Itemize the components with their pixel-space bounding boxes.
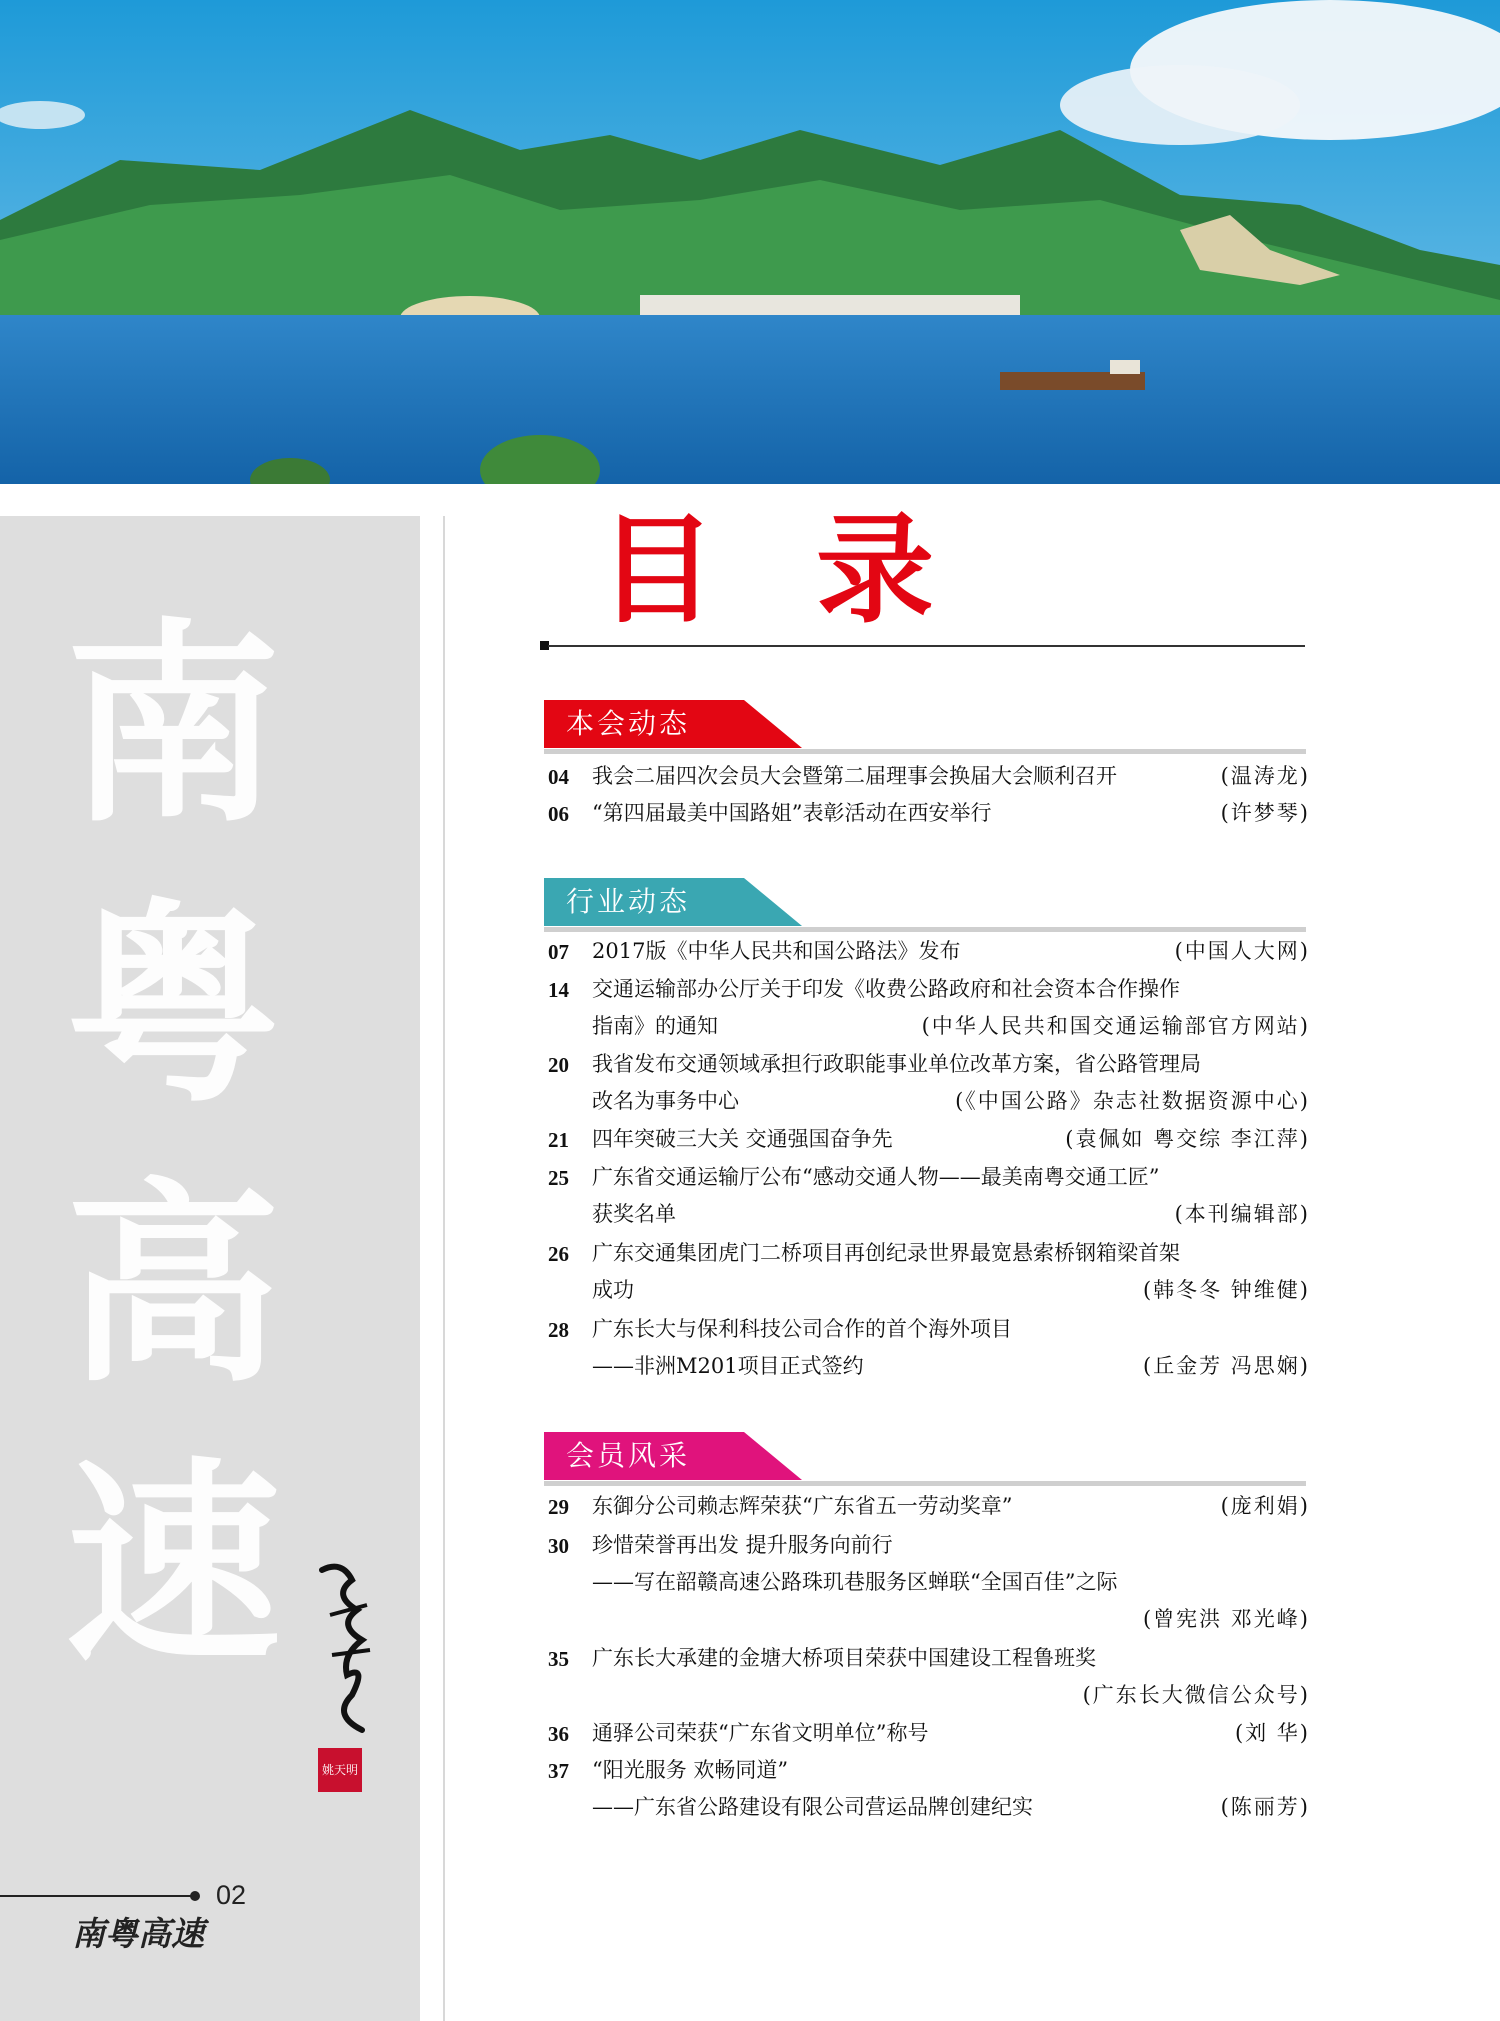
entry-page-number: 36: [548, 1722, 569, 1746]
entry-author: (丘金芳 冯思娴): [1142, 1354, 1310, 1378]
section-title: 会员风采: [566, 1439, 691, 1472]
section-rule: [544, 749, 1306, 754]
entry-title-line: 交通运输部办公厅关于印发《收费公路政府和社会资本合作操作: [592, 977, 1180, 1001]
entry-title-line: 广东长大与保利科技公司合作的首个海外项目: [592, 1317, 1012, 1341]
entry-author: (温涛龙): [1220, 764, 1310, 788]
calligraphy-char-1: 南: [65, 598, 281, 851]
entry-title-line: 东御分公司赖志辉荣获“广东省五一劳动奖章”: [592, 1494, 1013, 1518]
calligraphy-char-4: 速: [65, 1438, 281, 1691]
section-header: [544, 878, 1306, 938]
entry-page-number: 25: [548, 1166, 569, 1190]
footer-logo: 南粤高速: [72, 1914, 204, 1953]
seal-stamp: [318, 1748, 362, 1792]
toc-title: 目录: [598, 501, 1035, 639]
entry-title-line: 广东省交通运输厅公布“感动交通人物——最美南粤交通工匠”: [592, 1165, 1160, 1189]
section-tab: [544, 878, 802, 926]
signature: [312, 1555, 382, 1740]
entry-page-number: 35: [548, 1647, 569, 1671]
calligraphy-char-2: 粤: [65, 878, 281, 1131]
section-tab: [544, 1432, 802, 1480]
entry-title-line: 珍惜荣誉再出发 提升服务向前行: [592, 1533, 893, 1557]
title-rule: [548, 645, 1305, 647]
seal-text: 姚天明: [321, 1763, 358, 1777]
entry-title-line: 广东长大承建的金塘大桥项目荣获中国建设工程鲁班奖: [592, 1646, 1096, 1670]
entry-page-number: 21: [548, 1128, 569, 1152]
entry-page-number: 07: [548, 940, 569, 964]
entry-title-line: 成功: [592, 1278, 634, 1302]
entry-author: (广东长大微信公众号): [1082, 1683, 1310, 1707]
entry-title-line: 指南》的通知: [592, 1014, 718, 1038]
section-title: 行业动态: [566, 885, 691, 918]
entry-title-line: 广东交通集团虎门二桥项目再创纪录世界最宽悬索桥钢箱梁首架: [592, 1241, 1180, 1265]
section-tab: [544, 700, 802, 748]
section-rule: [544, 1481, 1306, 1486]
entry-title-line: 改名为事务中心: [592, 1089, 739, 1113]
entry-author: (陈丽芳): [1220, 1795, 1310, 1819]
page-rule: [0, 1895, 196, 1897]
entry-author: (曾宪洪 邓光峰): [1142, 1607, 1310, 1631]
section-title: 本会动态: [566, 707, 691, 740]
entry-title-line: 通驿公司荣获“广东省文明单位”称号: [592, 1721, 929, 1745]
entry-author: (本刊编辑部): [1174, 1202, 1310, 1226]
entry-title-line: 我省发布交通领域承担行政职能事业单位改革方案，省公路管理局: [592, 1052, 1201, 1076]
section-header: [544, 1432, 1306, 1492]
entry-title-line: 我会二届四次会员大会暨第二届理事会换届大会顺利召开: [592, 764, 1117, 788]
entry-author: (许梦琴): [1220, 801, 1310, 825]
section-header: [544, 700, 1306, 760]
entry-author: (中华人民共和国交通运输部官方网站): [921, 1014, 1310, 1038]
section-rule: [544, 927, 1306, 932]
entry-author: (庞利娟): [1220, 1494, 1310, 1518]
entry-author: (《中国公路》杂志社数据资源中心): [955, 1089, 1310, 1113]
calligraphy-char-3: 高: [65, 1158, 281, 1411]
entry-title-line: “阳光服务 欢畅同道”: [592, 1758, 789, 1782]
entry-page-number: 30: [548, 1534, 569, 1558]
entry-page-number: 20: [548, 1053, 569, 1077]
entry-title-line: ——写在韶赣高速公路珠玑巷服务区蝉联“全国百佳”之际: [592, 1570, 1118, 1594]
page-dot: [190, 1891, 200, 1901]
entry-author: (韩冬冬 钟维健): [1142, 1278, 1310, 1302]
column-divider: [443, 516, 445, 2021]
entry-title-line: “第四届最美中国路姐”表彰活动在西安举行: [592, 801, 992, 825]
entry-title-line: 2017版《中华人民共和国公路法》发布: [592, 939, 961, 963]
entry-title-line: 获奖名单: [592, 1202, 676, 1226]
entry-page-number: 14: [548, 978, 569, 1002]
entry-page-number: 06: [548, 802, 569, 826]
banner-photo: [0, 0, 1500, 484]
entry-author: (刘 华): [1234, 1721, 1310, 1745]
entry-title-line: ——广东省公路建设有限公司营运品牌创建纪实: [592, 1795, 1033, 1819]
entry-page-number: 37: [548, 1759, 569, 1783]
entry-page-number: 28: [548, 1318, 569, 1342]
entry-page-number: 29: [548, 1495, 569, 1519]
entry-page-number: 26: [548, 1242, 569, 1266]
entry-page-number: 04: [548, 765, 569, 789]
page-number: 02: [216, 1880, 247, 1910]
entry-title-line: ——非洲M201项目正式签约: [592, 1354, 864, 1378]
entry-author: (袁佩如 粤交综 李江萍): [1065, 1127, 1310, 1151]
entry-author: (中国人大网): [1174, 939, 1310, 963]
entry-title-line: 四年突破三大关 交通强国奋争先: [592, 1127, 893, 1151]
